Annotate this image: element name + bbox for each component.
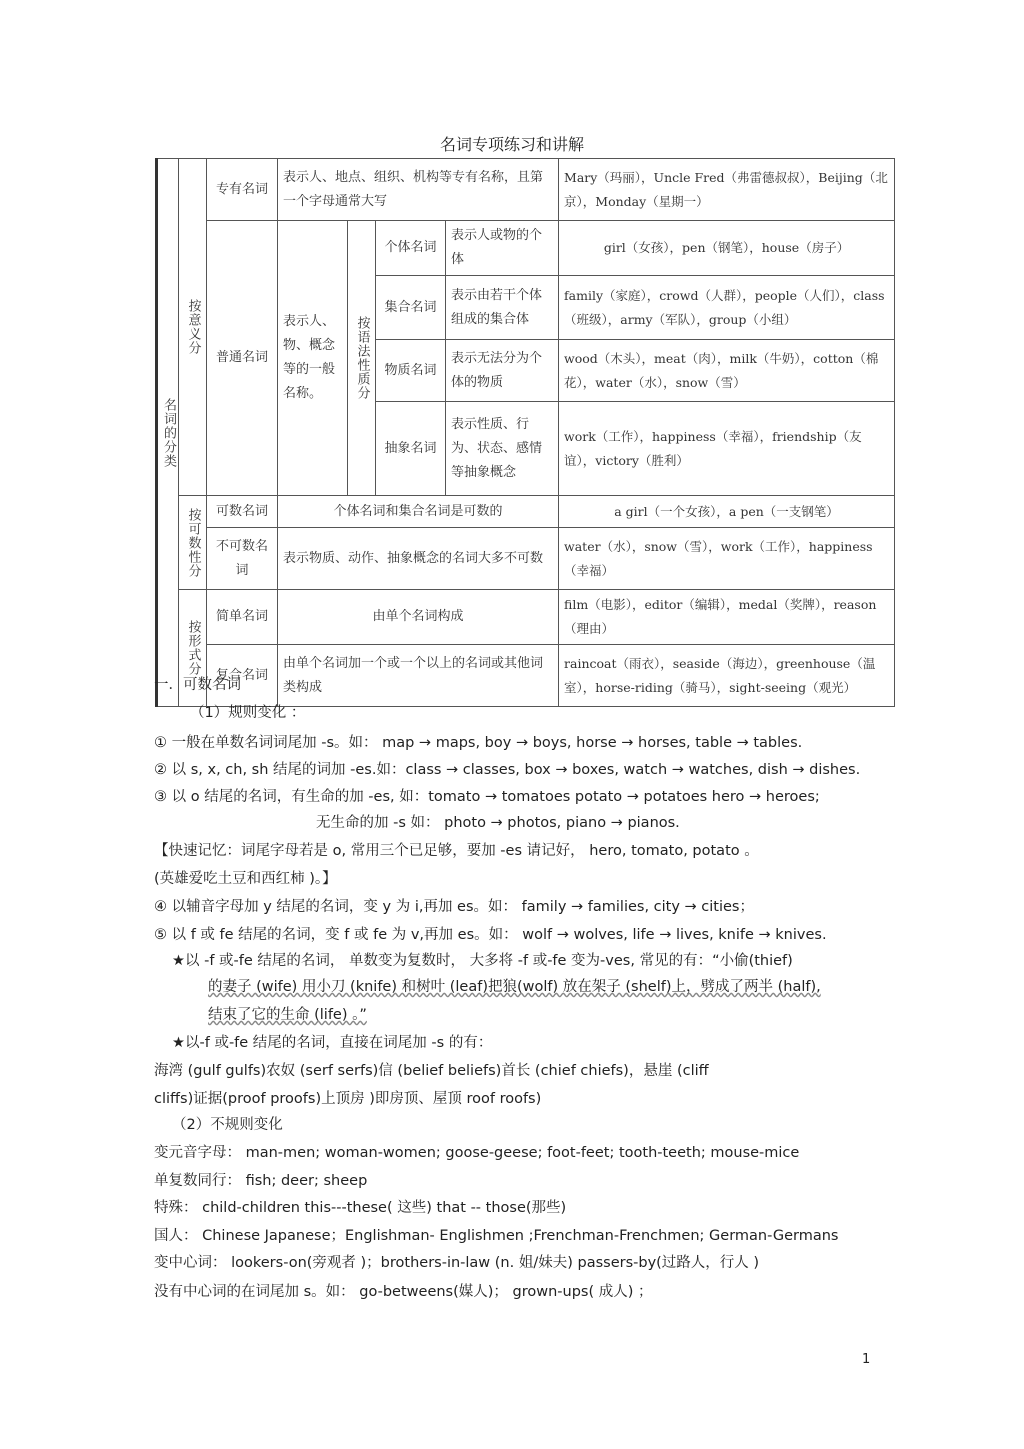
- cell-collective-name: 集合名词: [376, 276, 446, 340]
- cell-proper-desc: 表示人、地点、组织、机构等专有名称，且第一个字母通常大写: [278, 159, 559, 221]
- cell-abstract-desc: 表示性质、行为、状态、感情等抽象概念: [446, 402, 559, 496]
- irregular-change-heading: （2）不规则变化: [172, 1117, 283, 1133]
- cell-countable-ex: a girl（一个女孩），a pen（一支钢笔）: [559, 496, 895, 528]
- cell-common-desc: 表示人、物、概念等的一般名称。: [278, 221, 348, 496]
- row-proper: [157, 159, 895, 221]
- star-note-1a: ★以 -f 或-fe 结尾的名词， 单数变为复数时， 大多将 -f 或-fe 变为-ves, 常见的有：“小偷(thief): [172, 953, 793, 969]
- cell-proper-name: 专有名词: [207, 159, 278, 221]
- row-compound: [157, 645, 895, 707]
- irregular-special: 特殊： child-children this---these( 这些) that -- those(那些): [154, 1200, 567, 1216]
- irregular-vowel: 变元音字母： man-men; woman-women; goose-geese; foot-feet; tooth-teeth; mouse-mice: [154, 1145, 800, 1161]
- cell-proper-ex: Mary（玛丽），Uncle Fred（弗雷德叔叔），Beijing（北京），Monday（星期一）: [559, 159, 895, 221]
- group-label-meaning: 按意义分: [179, 159, 207, 496]
- cell-uncountable-ex: water（水），snow（雪），work（工作），happiness（幸福）: [559, 528, 895, 590]
- star-note-1c: 结束了它的生命 (life) 。”: [208, 1007, 367, 1023]
- group-label-form: 按形式分: [179, 590, 207, 707]
- memory-tip-2: (英雄爱吃土豆和西红柿 )。】: [154, 871, 337, 887]
- page-number: 1: [862, 1352, 871, 1367]
- cell-countable-name: 可数名词: [207, 496, 278, 528]
- group-label-countability: 按可数性分: [179, 496, 207, 590]
- cell-simple-ex: film（电影），editor（编辑），medal（奖牌），reason（理由）: [559, 590, 895, 645]
- rule-3a: ③ 以 o 结尾的名词，有生命的加 -es, 如：tomato → tomatoes potato → potatoes hero → heroes;: [154, 789, 820, 805]
- rule-1: ① 一般在单数名词词尾加 -s。如： map → maps, boy → boys, horse → horses, table → tables.: [154, 735, 803, 751]
- section-countable-heading: 一．可数名词: [154, 677, 241, 693]
- cell-individual-desc: 表示人或物的个体: [446, 221, 559, 276]
- row-individual: [157, 221, 895, 276]
- cell-individual-ex: girl（女孩），pen（钢笔），house（房子）: [559, 221, 895, 276]
- cell-material-ex: wood（木头），meat（肉），milk（牛奶），cotton（棉花），water（水），snow（雪）: [559, 340, 895, 402]
- cell-compound-name: 复合名词: [207, 645, 278, 707]
- cell-collective-desc: 表示由若干个体组成的集合体: [446, 276, 559, 340]
- rule-5: ⑤ 以 f 或 fe 结尾的名词，变 f 或 fe 为 v,再加 es。如： wolf → wolves, life → lives, knife → knives.: [154, 927, 827, 943]
- cell-material-desc: 表示无法分为个体的物质: [446, 340, 559, 402]
- cell-compound-ex: raincoat（雨衣），seaside（海边），greenhouse（温室），horse-riding（骑马），sight-seeing（观光）: [559, 645, 895, 707]
- cell-uncountable-name: 不可数名词: [207, 528, 278, 590]
- cell-common-sub-label: 按语法性质分: [348, 221, 376, 496]
- main-label: 名词的分类: [157, 159, 179, 707]
- rule-3b: 无生命的加 -s 如： photo → photos, piano → pianos.: [316, 815, 680, 831]
- rule-4: ④ 以辅音字母加 y 结尾的名词，变 y 为 i,再加 es。如： family → families, city → cities；: [154, 899, 754, 915]
- rule-2: ② 以 s, x, ch, sh 结尾的词加 -es.如：class → classes, box → boxes, watch → watches, dish → dishes.: [154, 762, 861, 778]
- cell-common-name: 普通名词: [207, 221, 278, 496]
- cell-countable-desc: 个体名词和集合名词是可数的: [278, 496, 559, 528]
- cell-abstract-ex: work（工作），happiness（幸福），friendship（友谊），victory（胜利）: [559, 402, 895, 496]
- cell-simple-desc: 由单个名词构成: [278, 590, 559, 645]
- row-countable: [157, 496, 895, 528]
- irregular-head-word: 变中心词： lookers-on(旁观者 )；brothers-in-law (n. 姐/妹夫) passers-by(过路人，行人 ): [154, 1255, 760, 1271]
- row-simple: [157, 590, 895, 645]
- exception-list-1: 海湾 (gulf gulfs)农奴 (serf serfs)信 (belief beliefs)首长 (chief chiefs)，悬崖 (cliff: [154, 1063, 709, 1079]
- irregular-same-form: 单复数同行： fish; deer; sheep: [154, 1173, 368, 1189]
- row-uncountable: [157, 528, 895, 590]
- cell-material-name: 物质名词: [376, 340, 446, 402]
- irregular-no-head-word: 没有中心词的在词尾加 s。如： go-betweens(媒人)； grown-ups( 成人) ；: [154, 1284, 653, 1300]
- memory-tip-1: 【快速记忆：词尾字母若是 o, 常用三个已足够，要加 -es 请记好， hero, tomato, potato 。: [154, 843, 759, 859]
- star-note-2: ★以-f 或-fe 结尾的名词，直接在词尾加 -s 的有：: [172, 1035, 493, 1051]
- regular-change-heading: （1）规则变化 ：: [190, 705, 306, 721]
- star-note-1b: 的妻子 (wife) 用小刀 (knife) 和树叶 (leaf)把狼(wolf) 放在架子 (shelf)上，劈成了两半 (half),: [208, 979, 821, 995]
- cell-abstract-name: 抽象名词: [376, 402, 446, 496]
- cell-individual-name: 个体名词: [376, 221, 446, 276]
- cell-simple-name: 简单名词: [207, 590, 278, 645]
- exception-list-2: cliffs)证据(proof proofs)上顶房 )即房顶、屋顶 roof roofs): [154, 1091, 542, 1107]
- page-title: 名词专项练习和讲解: [439, 135, 584, 154]
- cell-uncountable-desc: 表示物质、动作、抽象概念的名词大多不可数: [278, 528, 559, 590]
- cell-collective-ex: family（家庭），crowd（人群），people（人们），class（班级），army（军队），group（小组）: [559, 276, 895, 340]
- cell-compound-desc: 由单个名词加一个或一个以上的名词或其他词类构成: [278, 645, 559, 707]
- irregular-nationality: 国人： Chinese Japanese；Englishman- Englishmen ;Frenchman-Frenchmen; German-Germans: [154, 1228, 839, 1244]
- noun-classification-table: [155, 158, 895, 707]
